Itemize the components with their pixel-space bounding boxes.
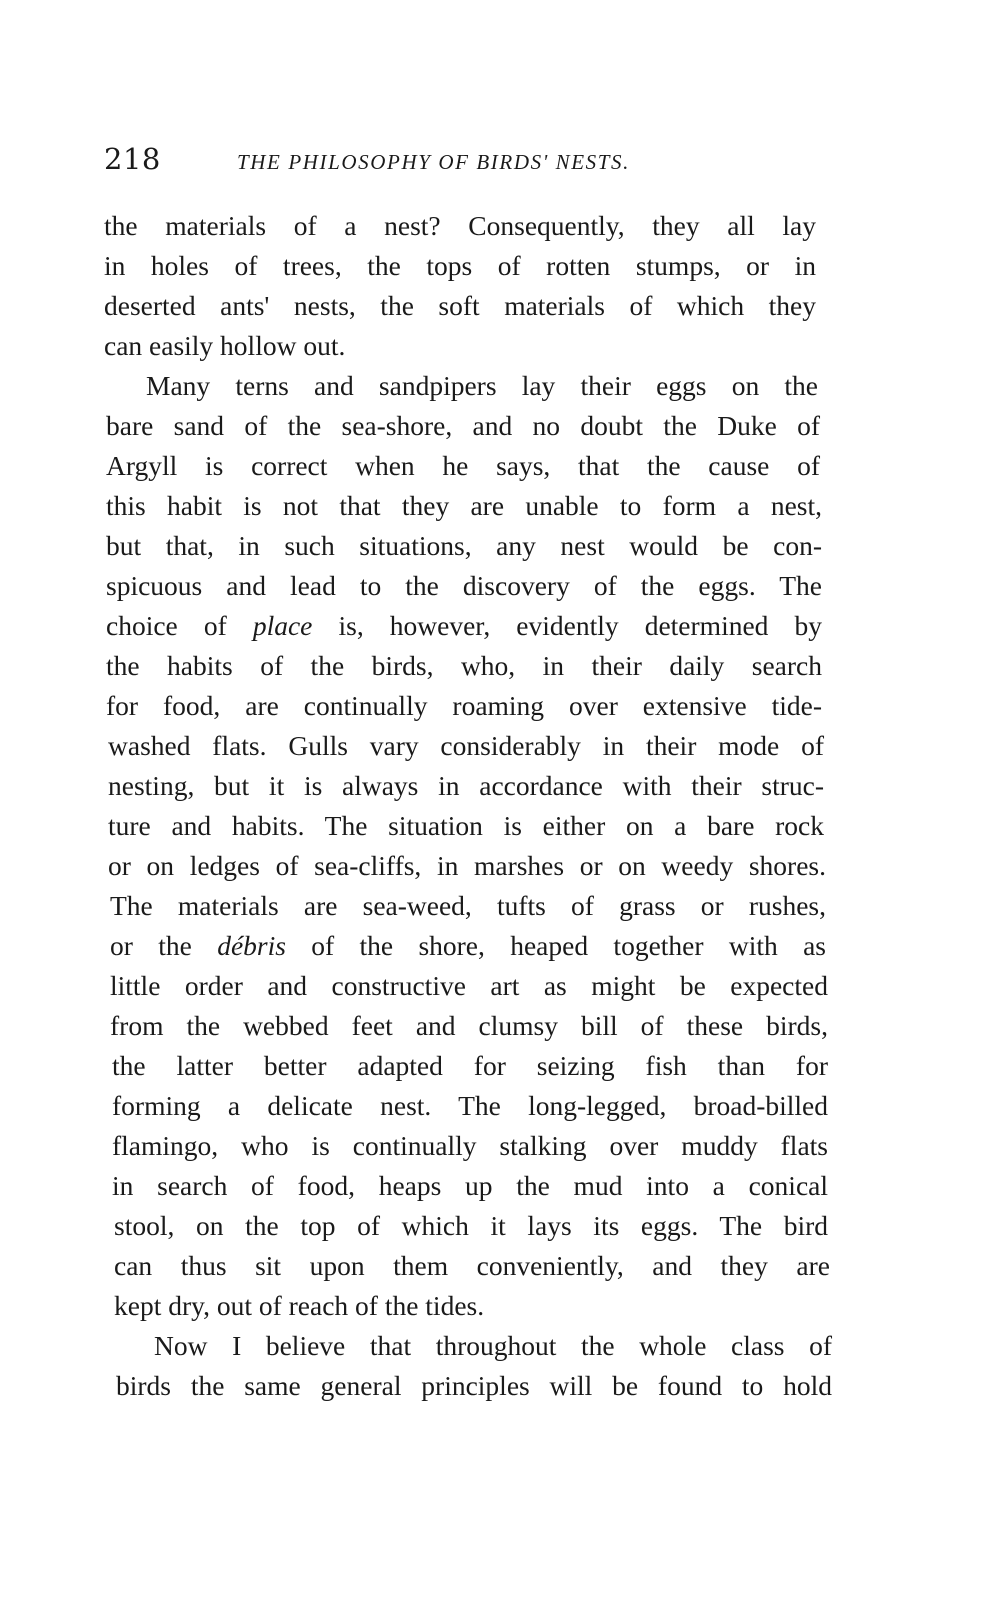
text-line: little order and constructive art as might be expected	[110, 970, 828, 1001]
text-line: stool, on the top of which it lays its eggs. The bird	[114, 1210, 828, 1241]
text-run: choice of	[106, 610, 253, 641]
text-run: or the	[110, 930, 218, 961]
text-line	[110, 926, 826, 966]
text-line: ture and habits. The situation is either on a bare rock	[108, 810, 824, 841]
text-line: can thus sit upon them conveniently, and they are	[114, 1250, 830, 1281]
text-line: but that, in such situations, any nest would be con-	[106, 530, 822, 561]
text-line: The materials are sea-weed, tufts of grass or rushes,	[110, 890, 826, 921]
text-line: Many terns and sandpipers lay their eggs on the	[146, 370, 818, 401]
text-line: the latter better adapted for seizing fish than for	[112, 1050, 828, 1081]
text-line: can easily hollow out.	[104, 330, 346, 361]
text-line: Argyll is correct when he says, that the cause of	[106, 450, 820, 481]
text-line: deserted ants' nests, the soft materials of which they	[104, 290, 816, 321]
text-line: in search of food, heaps up the mud into a conical	[112, 1170, 828, 1201]
text-line: washed flats. Gulls vary considerably in their mode of	[108, 730, 824, 761]
text-line: birds the same general principles will be found to hold	[116, 1370, 832, 1401]
text-line: kept dry, out of reach of the tides.	[114, 1290, 485, 1321]
text-line: the materials of a nest? Consequently, they all lay	[104, 210, 816, 241]
text-line: in holes of trees, the tops of rotten stumps, or in	[104, 250, 816, 281]
emphasis-text: débris	[217, 930, 286, 961]
text-line	[106, 606, 822, 646]
text-line: or on ledges of sea-cliffs, in marshes or on weedy shores.	[108, 850, 826, 881]
text-line: flamingo, who is continually stalking over muddy flats	[112, 1130, 828, 1161]
text-line: this habit is not that they are unable to form a nest,	[106, 490, 822, 521]
text-line: bare sand of the sea-shore, and no doubt the Duke of	[106, 410, 820, 441]
text-line: forming a delicate nest. The long-legged, broad-billed	[112, 1090, 828, 1121]
running-head: THE PHILOSOPHY OF BIRDS' NESTS.	[237, 150, 631, 174]
text-line: for food, are continually roaming over extensive tide-	[106, 690, 822, 721]
text-line: the habits of the birds, who, in their daily search	[106, 650, 822, 681]
text-line: nesting, but it is always in accordance with their struc-	[108, 770, 824, 801]
text-line: spicuous and lead to the discovery of the eggs. The	[106, 570, 822, 601]
text-run: of the shore, heaped together with as	[285, 930, 826, 961]
text-line: from the webbed feet and clumsy bill of these birds,	[110, 1010, 828, 1041]
page-number: 218	[104, 142, 161, 176]
emphasis-text: place	[252, 610, 313, 641]
text-run: is, however, evidently determined by	[312, 610, 822, 641]
text-line: Now I believe that throughout the whole class of	[154, 1330, 832, 1361]
